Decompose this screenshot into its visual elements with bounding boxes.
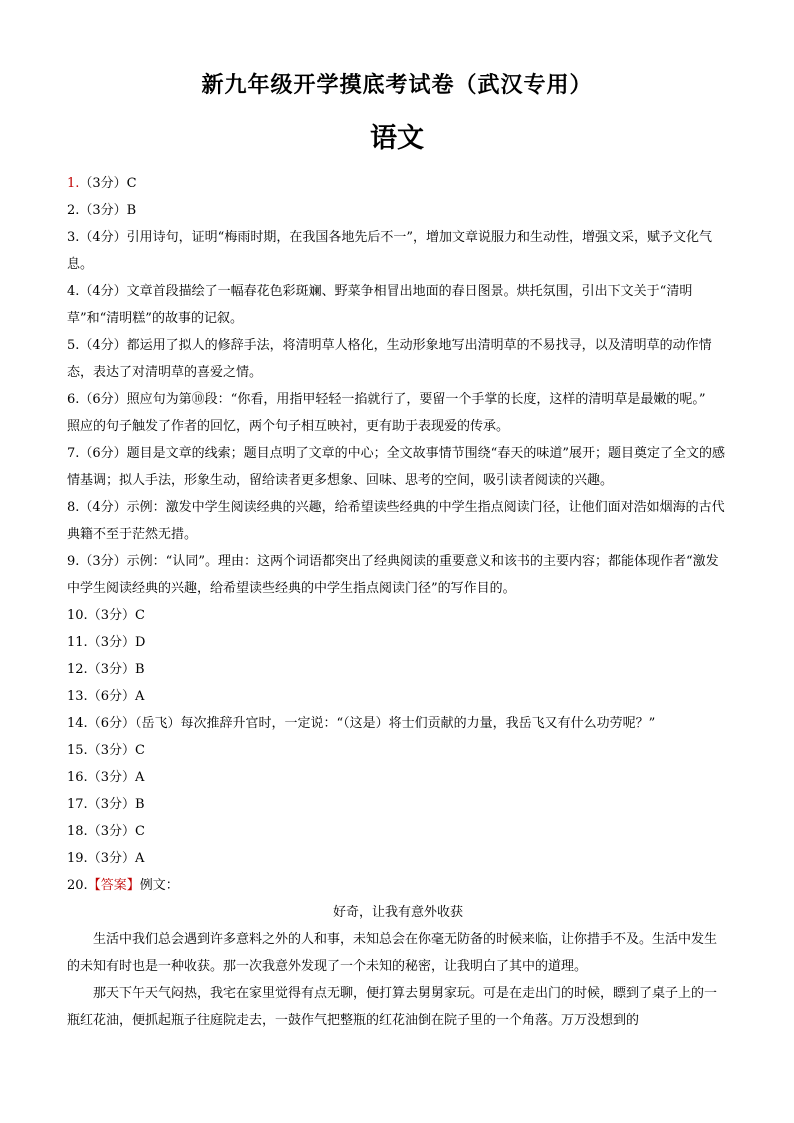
answer-number: 6.: [67, 392, 80, 407]
answer-text: （3分）D: [87, 635, 146, 650]
answer-number: 4.: [67, 284, 80, 299]
answer-item: [67, 332, 729, 386]
answer-number: 15.: [67, 743, 88, 758]
answer-item: [67, 737, 729, 764]
answer-text: （3分）C: [87, 608, 145, 623]
answer-text: （6分）（岳飞）每次推辞升官时，一定说：“（这是）将士们贡献的力量，我岳飞又有什么功劳呢？”: [87, 716, 656, 731]
answer-number: 10.: [67, 608, 88, 623]
answer-item: [67, 278, 729, 332]
answer-item: [67, 224, 729, 278]
subject-title: 语文: [370, 123, 424, 154]
answer-text: （3分）C: [79, 176, 137, 191]
answer-number: 3.: [67, 230, 80, 245]
answer-item: [67, 197, 729, 224]
answer-text: （4分）示例：激发中学生阅读经典的兴趣，给希望读些经典的中学生指点阅读门径，让他们面对浩如烟海的古代典籍不至于茫然无措。: [67, 500, 725, 542]
answer-number: 16.: [67, 770, 88, 785]
answer-text: （3分）C: [87, 824, 145, 839]
answer-item: [67, 548, 729, 602]
answer-number: 20.: [67, 878, 88, 893]
answer-item: [67, 629, 729, 656]
answer-list: [67, 170, 732, 1034]
answer-item: [67, 683, 729, 710]
answer-item: [67, 710, 729, 737]
answer-item: [67, 386, 732, 440]
answer-number: 11.: [67, 635, 88, 650]
answer-item: [67, 440, 729, 494]
answer-text: （3分）示例：“认同”。理由：这两个词语都突出了经典阅读的重要意义和该书的主要内容；都能体现作者“激发中学生阅读经典的兴趣，给希望读些经典的中学生指点阅读门径”的写作目的。: [67, 554, 719, 596]
answer-text: （4分）文章首段描绘了一幅春花色彩斑斓、野菜争相冒出地面的春日图景。烘托氛围，引出下文关于“清明草”和“清明糕”的故事的记叙。: [67, 284, 693, 326]
answer-number: 7.: [67, 446, 80, 461]
answer-number: 13.: [67, 689, 88, 704]
answer-number: 1.: [67, 176, 80, 191]
answer-text: （3分）C: [87, 743, 145, 758]
answer-number: 2.: [67, 203, 80, 218]
answer-number: 14.: [67, 716, 88, 731]
answer-number: 5.: [67, 338, 80, 353]
answer-item: [67, 494, 729, 548]
answer-number: 8.: [67, 500, 80, 515]
answer-item: [67, 602, 729, 629]
answer-text: （3分）B: [87, 797, 145, 812]
answer-text: 例文：: [139, 878, 179, 893]
essay-title: 好奇，让我有意外收获: [332, 905, 463, 920]
answer-number: 9.: [67, 554, 80, 569]
answer-item: [67, 764, 729, 791]
answer-text: （6分）照应句为第⑩段：“你看，用指甲轻轻一掐就行了，要留一个手掌的长度，这样的清明草是最嫩的呢。” 照应的句子触发了作者的回忆，两个句子相互映衬，更有助于表现爱的传承。: [67, 392, 732, 434]
answer-tag: 【答案】: [87, 878, 140, 893]
answer-item: [67, 170, 729, 197]
answer-text: （6分）题目是文章的线索；题目点明了文章的中心；全文故事情节围绕“春天的味道”展开；题目奠定了全文的感情基调；拟人手法，形象生动，留给读者更多想象、回味、思考的空间，吸引读者阅读的兴趣。: [67, 446, 725, 488]
answer-text: （4分）都运用了拟人的修辞手法，将清明草人格化，生动形象地写出清明草的不易找寻，以及清明草的动作情态，表达了对清明草的喜爱之情。: [67, 338, 712, 380]
essay-paragraph: 那天下午天气闷热，我宅在家里觉得有点无聊，便打算去舅舅家玩。可是在走出门的时候，瞟到了桌子上的一瓶红花油，便抓起瓶子往庭院走去，一鼓作气把整瓶的红花油倒在院子里的一个角落。万万没想到的: [67, 986, 718, 1028]
answer-text: （3分）A: [87, 851, 145, 866]
answer-text: （6分）A: [87, 689, 145, 704]
exam-title: 新九年级开学摸底考试卷（武汉专用）: [201, 73, 593, 98]
answer-number: 12.: [67, 662, 88, 677]
answer-item: [67, 818, 729, 845]
answer-number: 17.: [67, 797, 88, 812]
answer-item: [67, 845, 729, 872]
answer-item-20: [67, 872, 729, 899]
answer-text: （4分）引用诗句，证明“梅雨时期，在我国各地先后不一”，增加文章说服力和生动性，增强文采，赋予文化气息。: [67, 230, 712, 272]
answer-item: [67, 656, 729, 683]
answer-text: （3分）A: [87, 770, 145, 785]
answer-item: [67, 791, 729, 818]
answer-number: 19.: [67, 851, 88, 866]
essay-paragraph: 生活中我们总会遇到许多意料之外的人和事，未知总会在你毫无防备的时候来临，让你措手不及。生活中发生的未知有时也是一种收获。那一次我意外发现了一个未知的秘密，让我明白了其中的道理。: [67, 932, 718, 974]
answer-number: 18.: [67, 824, 88, 839]
answer-text: （3分）B: [79, 203, 137, 218]
answer-text: （3分）B: [87, 662, 145, 677]
